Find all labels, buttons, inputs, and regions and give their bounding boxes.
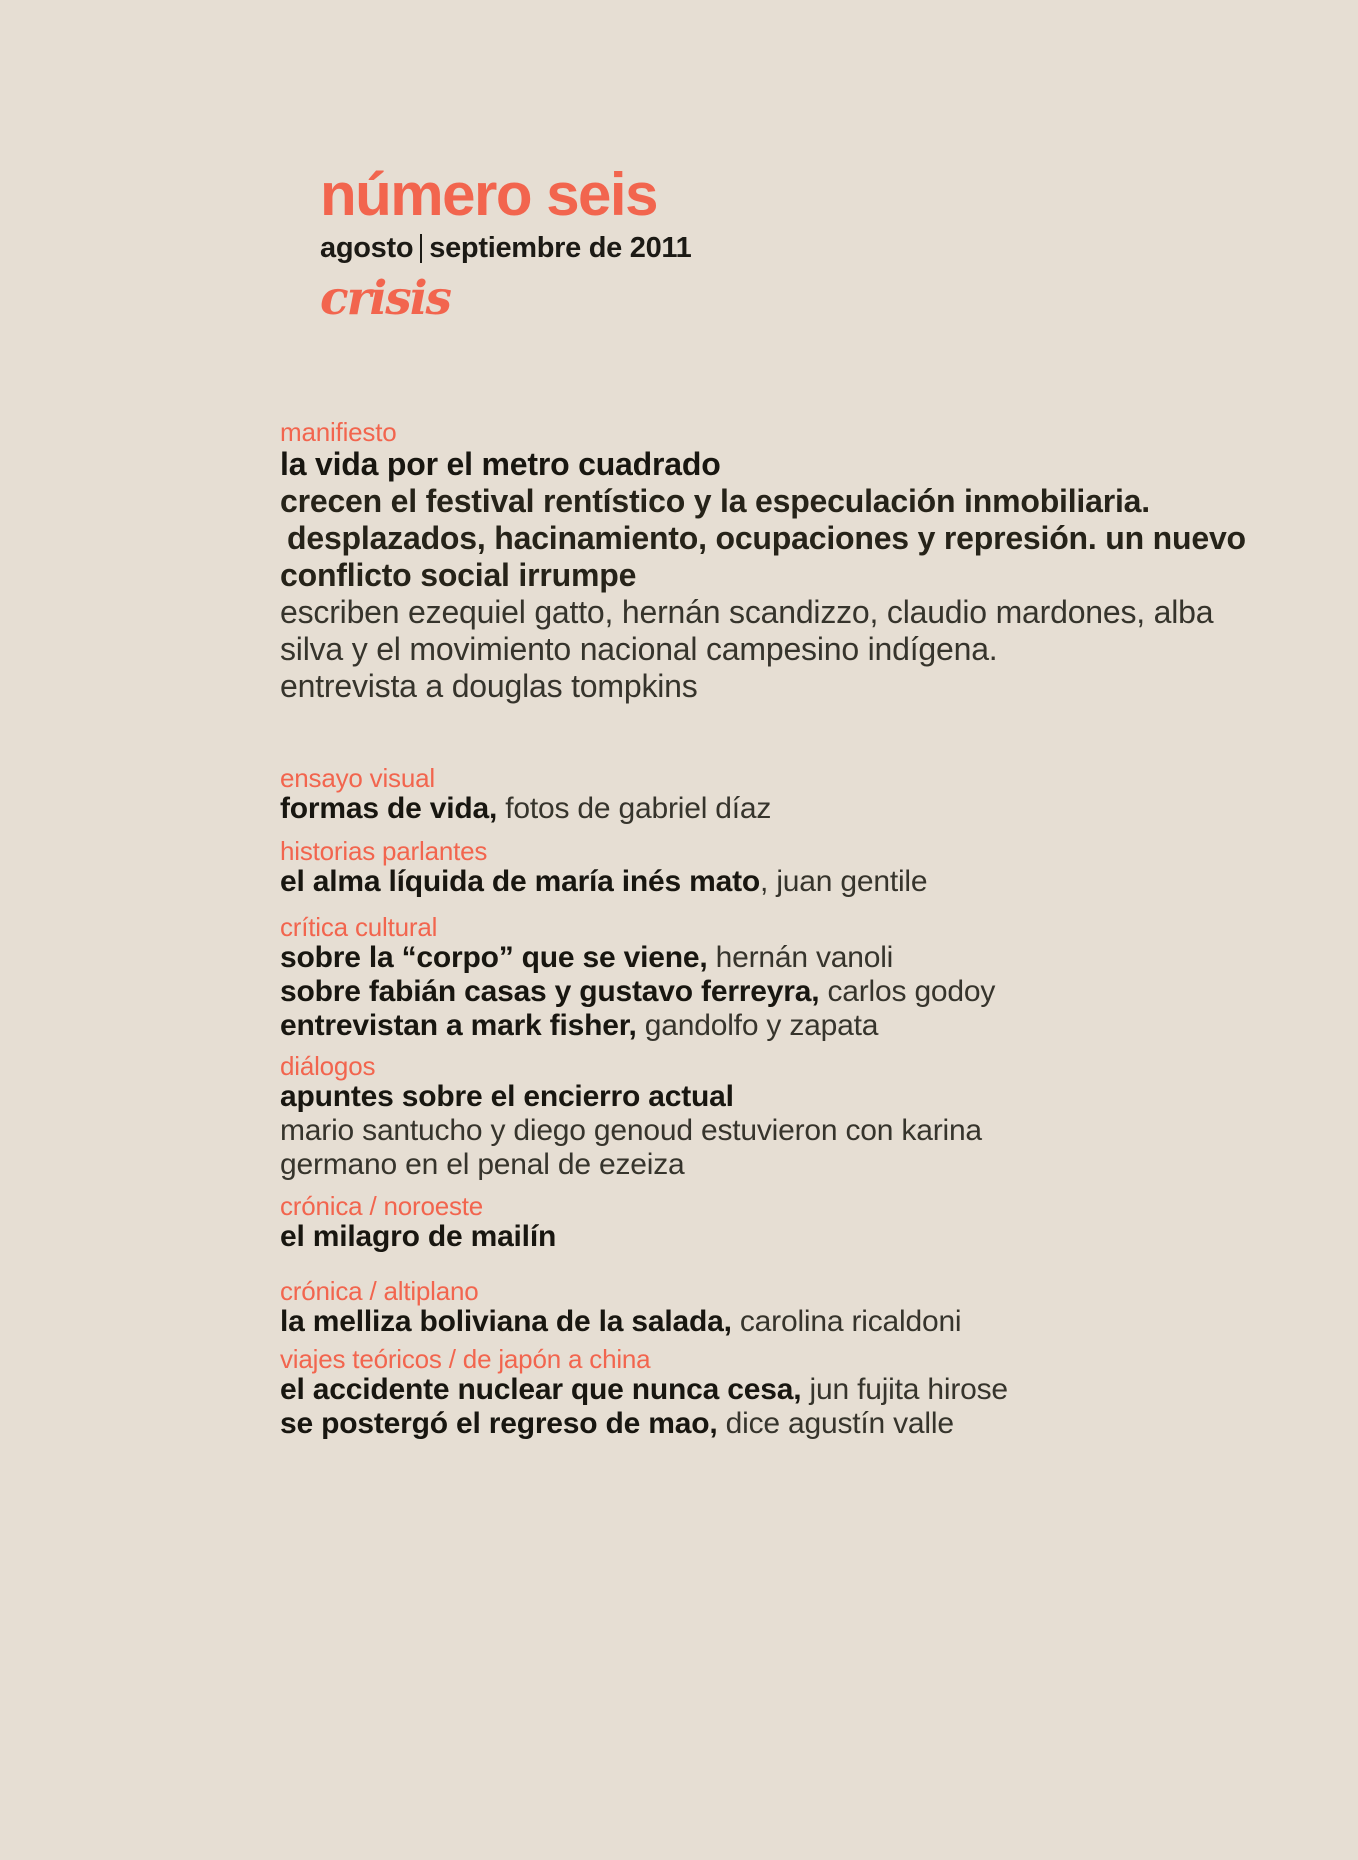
item-byline [280, 1148, 1260, 1182]
item-byline [280, 631, 1260, 668]
date-divider [420, 234, 422, 263]
item-title [280, 1373, 1260, 1407]
item-byline [280, 594, 1260, 631]
item-byline-text: hernán vanoli [707, 941, 894, 974]
item-byline [280, 1114, 1260, 1148]
issue-number: número seis [320, 161, 657, 228]
item-subtitle [280, 520, 1260, 557]
item-byline-text: carolina ricaldoni [731, 1305, 962, 1338]
section-label: crónica / altiplano [280, 1276, 479, 1306]
item-title-bold: se postergó el regreso de mao, [280, 1407, 718, 1440]
item-title-bold: el alma líquida de maría inés mato [280, 865, 761, 898]
toc-section-viajes-teoricos [280, 1345, 1260, 1441]
item-title [280, 1009, 1260, 1043]
date-line [320, 232, 691, 265]
item-byline-text: jun fujita hirose [801, 1373, 1008, 1406]
section-label: crítica cultural [280, 912, 438, 942]
item-title-bold: el milagro de mailín [280, 1220, 557, 1253]
section-label: viajes teóricos / de japón a china [280, 1344, 651, 1374]
section-label: crónica / noroeste [280, 1191, 484, 1221]
item-title [280, 1305, 1260, 1339]
toc-section-cronica-altiplano [280, 1277, 1260, 1339]
item-byline-text: , juan gentile [760, 865, 928, 898]
item-title [280, 941, 1260, 975]
item-subtitle-text: conflicto social irrumpe [280, 557, 637, 593]
item-byline-text: gandolfo y zapata [636, 1009, 879, 1042]
item-byline [280, 668, 1260, 705]
date-month-right: septiembre de 2011 [429, 232, 692, 264]
toc-section-manifiesto [280, 418, 1260, 705]
item-title [280, 865, 1260, 899]
item-subtitle-text: desplazados, hacinamiento, ocupaciones y represión. un nuevo [287, 520, 1246, 556]
item-title [280, 975, 1260, 1009]
item-title-bold: la melliza boliviana de la salada, [280, 1305, 732, 1338]
item-title-bold: sobre la “corpo” que se viene, [280, 941, 708, 974]
table-of-contents [280, 418, 1260, 1441]
item-byline-text: entrevista a douglas tompkins [280, 668, 698, 704]
item-title [280, 1080, 1260, 1114]
item-title [280, 792, 1260, 826]
item-byline-text: germano en el penal de ezeiza [280, 1148, 685, 1181]
item-byline-text: mario santucho y diego genoud estuvieron con karina [280, 1114, 982, 1147]
toc-section-ensayo-visual [280, 764, 1260, 826]
section-label: ensayo visual [280, 763, 435, 793]
item-byline-text: fotos de gabriel díaz [497, 792, 772, 825]
item-title [280, 446, 1260, 483]
item-title [280, 1220, 1260, 1254]
item-title-bold: apuntes sobre el encierro actual [280, 1080, 734, 1113]
section-label: diálogos [280, 1051, 376, 1081]
item-byline-text: carlos godoy [819, 975, 996, 1008]
item-title-bold: sobre fabián casas y gustavo ferreyra, [280, 975, 820, 1008]
item-subtitle-text: crecen el festival rentístico y la especulación inmobiliaria. [280, 483, 1150, 519]
toc-section-cronica-noroeste [280, 1192, 1260, 1254]
item-subtitle [280, 483, 1260, 520]
item-byline-text: dice agustín valle [717, 1407, 954, 1440]
item-title-bold: formas de vida, [280, 792, 498, 825]
date-month-left: agosto [320, 232, 414, 264]
item-byline-text: escriben ezequiel gatto, hernán scandizzo, claudio mardones, alba [280, 594, 1214, 630]
item-title-bold: entrevistan a mark fisher, [280, 1009, 637, 1042]
crisis-logo: crisis [320, 271, 451, 326]
toc-section-dialogos [280, 1052, 1260, 1182]
item-title-bold: la vida por el metro cuadrado [280, 446, 721, 482]
item-byline-text: silva y el movimiento nacional campesino indígena. [280, 631, 998, 667]
masthead [320, 161, 692, 326]
item-title [280, 1407, 1260, 1441]
toc-section-historias-parlantes [280, 837, 1260, 899]
item-title-bold: el accidente nuclear que nunca cesa, [280, 1373, 802, 1406]
section-label: manifiesto [280, 417, 397, 447]
item-subtitle [280, 557, 1260, 594]
section-label: historias parlantes [280, 836, 488, 866]
toc-section-critica-cultural [280, 913, 1260, 1043]
